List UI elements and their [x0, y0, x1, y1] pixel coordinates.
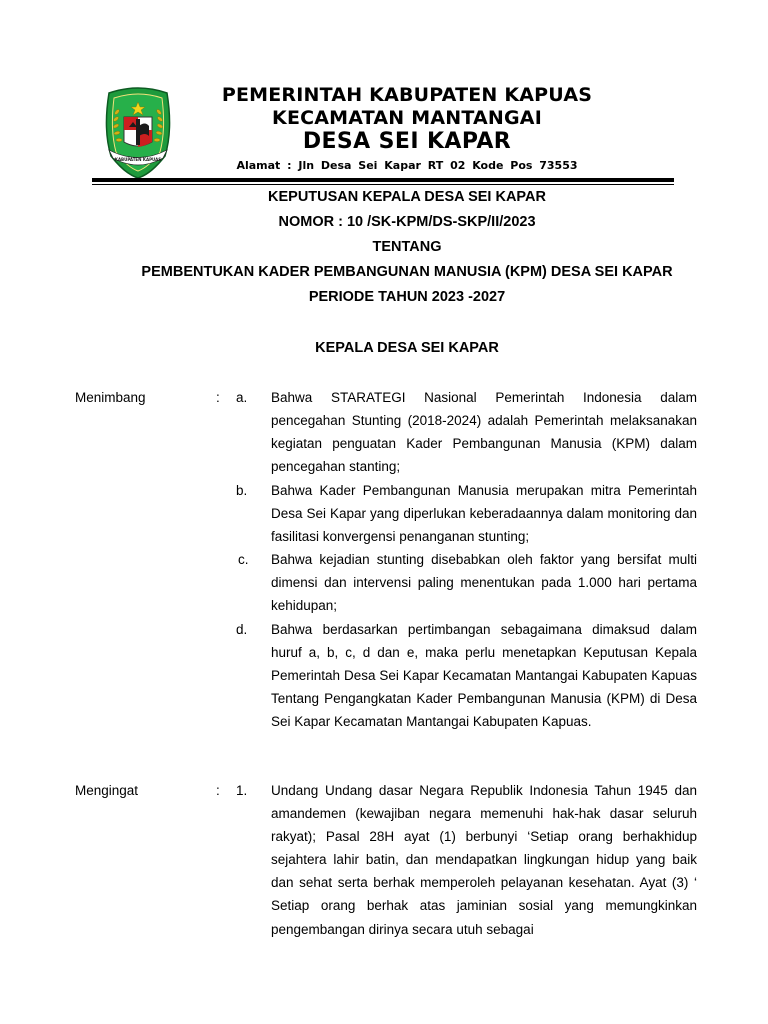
menimbang-item-text: Bahwa Kader Pembangunan Manusia merupakan mitra Pemerintah Desa Sei Kapar yang diperlukan keberadaannya dalam monitoring dan fasilitasi konvergensi penanganan stunting;: [271, 483, 697, 545]
regency-emblem-logo: [93, 86, 183, 178]
official-title: KEPALA DESA SEI KAPAR: [315, 340, 499, 356]
decree-about: TENTANG: [372, 239, 442, 255]
mengingat-label: Mengingat: [75, 783, 139, 798]
district-title: KECAMATAN MANTANGAI: [272, 107, 542, 129]
decree-heading: KEPUTUSAN KEPALA DESA SEI KAPAR: [268, 189, 546, 205]
village-title: DESA SEI KAPAR: [302, 129, 512, 154]
menimbang-item-text: Bahwa kejadian stunting disebabkan oleh faktor yang bersifat multi dimensi dan intervensi paling menentukan pada 1.000 hari pertama kehidupan;: [271, 552, 697, 614]
decree-subject: PEMBENTUKAN KADER PEMBANGUNAN MANUSIA (KPM) DESA SEI KAPAR: [141, 264, 673, 280]
menimbang-colon: :: [216, 390, 220, 405]
decree-number: NOMOR : 10 /SK-KPM/DS-SKP/II/2023: [278, 214, 536, 230]
item-marker: 1.: [236, 783, 248, 798]
mengingat-colon: :: [216, 783, 220, 798]
item-marker: a.: [236, 390, 248, 405]
menimbang-item-text: Bahwa STARATEGI Nasional Pemerintah Indonesia dalam pencegahan Stunting (2018-2024) adalah Pemerintah melaksanakan kegiatan penguatan Kader Pembangunan Manusia (KPM) dalam pencegahan stanting;: [271, 390, 697, 475]
decree-period: PERIODE TAHUN 2023 -2027: [308, 289, 506, 305]
item-marker: c.: [238, 552, 249, 567]
menimbang-item-text: Bahwa berdasarkan pertimbangan sebagaimana dimaksud dalam huruf a, b, c, d dan e, maka perlu menetapkan Keputusan Kepala Pemerintah Desa Sei Kapar Kecamatan Mantangai Kabupaten Kapuas Tentang Pengangkatan Kader Pembangunan Manusia (KPM) di Desa Sei Kapar Kecamatan Mantangai Kabupaten Kapuas.: [271, 622, 697, 730]
item-marker: b.: [236, 483, 248, 498]
letterhead: [190, 84, 624, 174]
menimbang-label: Menimbang: [75, 390, 146, 405]
government-title: PEMERINTAH KABUPATEN KAPUAS: [221, 84, 593, 106]
letterhead-divider-thin: [92, 184, 674, 185]
letterhead-divider-thick: [92, 178, 674, 182]
office-address: Alamat : Jln Desa Sei Kapar RT 02 Kode Pos 73553: [236, 159, 578, 172]
item-marker: d.: [236, 622, 248, 637]
emblem-ribbon-text: KABUPATEN KAPUAS: [114, 157, 162, 162]
mengingat-item-text: Undang Undang dasar Negara Republik Indonesia Tahun 1945 dan amandemen (kewajiban negara memenuhi hak-hak dasar seluruh rakyat); Pasal 28H ayat (1) berbunyi ‘Setiap orang berhakhidup sejahtera lahir batin, dan mendapatkan lingkungan hidup yang baik dan sehat serta berhak memperoleh pelayanan kesehatan. Ayat (3) ‘ Setiap orang berhak atas jaminian sosial yang memungkinkan pengembangan dirinya secara utuh sebagai: [271, 783, 697, 937]
